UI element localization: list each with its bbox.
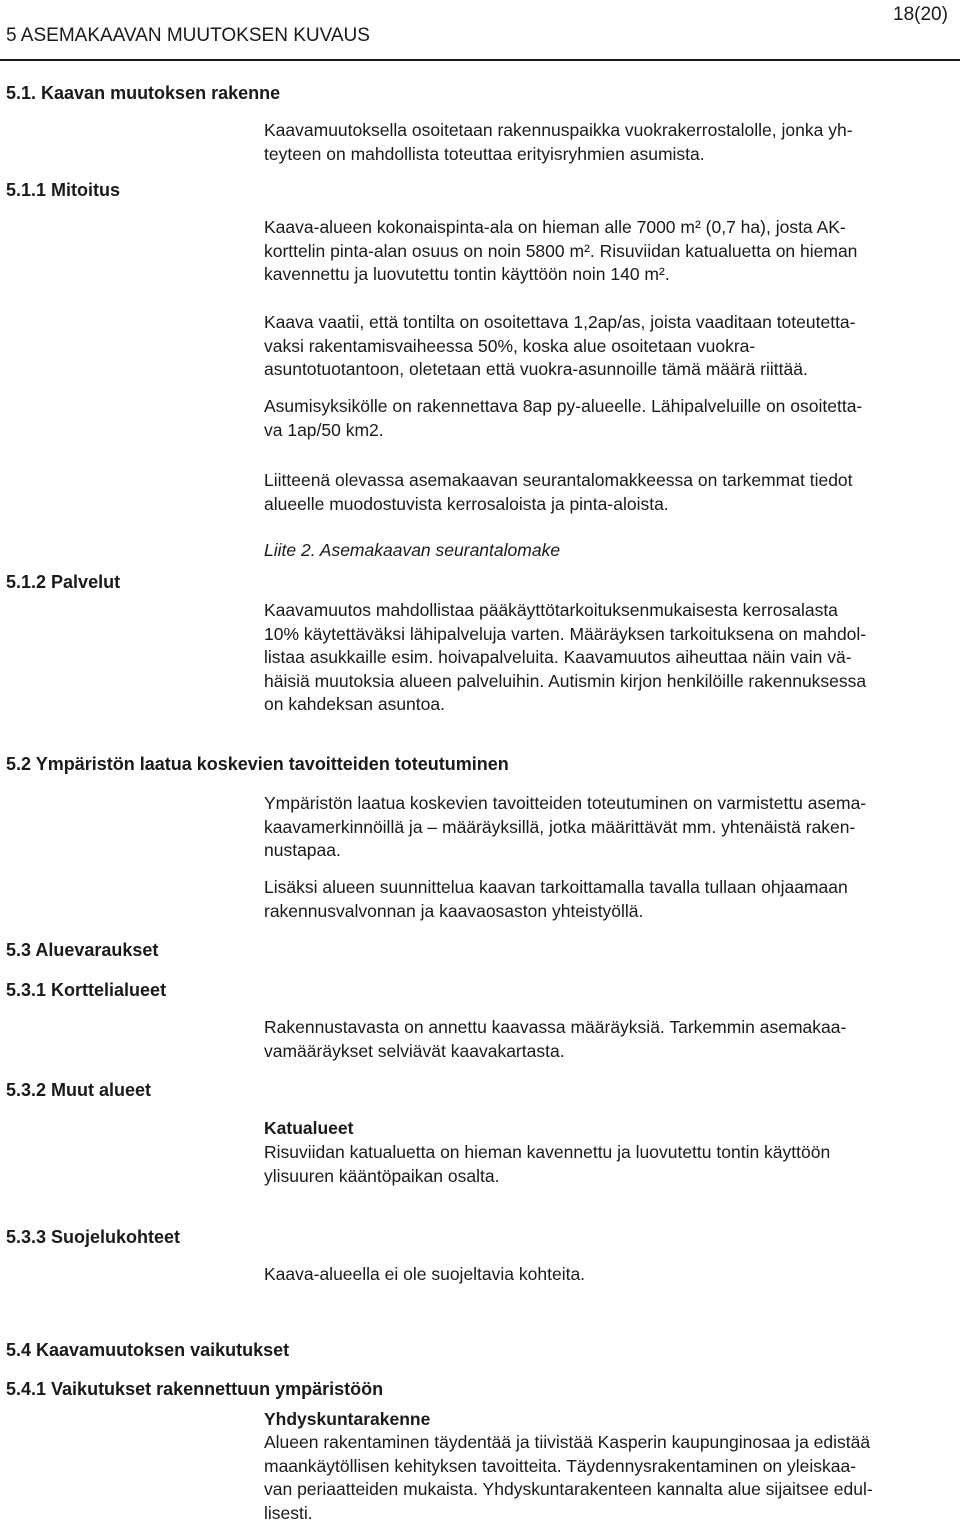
paragraph-yhdyskuntarakenne: Alueen rakentaminen täydentää ja tiivistää Kasperin kaupunginosaa ja edistää maankäytöllisen kehityksen tavoitteita. Täydennysrakentaminen on yleiskaa- van periaatteiden mukaista. Yhdyskuntarakenteen kannalta alue sijaitsee edul- lisesti. [264, 1432, 873, 1523]
paragraph-korttelialueet: Rakennustavasta on annettu kaavassa määräyksiä. Tarkemmin asemakaa- vamääräykset selviävät kaavakartasta. [264, 1017, 847, 1061]
paragraph-5-2-a: Ympäristön laatua koskevien tavoitteiden toteutuminen on varmistettu asema- kaavamerkinnöillä ja – määräyksillä, jotka määrittävät mm. yhtenäistä raken- nustapaa. [264, 793, 867, 861]
section-heading-5-3-1: 5.3.1 Korttelialueet [6, 980, 167, 1000]
section-heading-5-1-1: 5.1.1 Mitoitus [6, 180, 121, 200]
subheading-katualueet: Katualueet [264, 1118, 354, 1138]
section-heading-5-1-2: 5.1.2 Palvelut [6, 572, 121, 592]
section-heading-5-3-3: 5.3.3 Suojelukohteet [6, 1227, 181, 1247]
subheading-yhdyskuntarakenne: Yhdyskuntarakenne [264, 1409, 431, 1429]
section-heading-5-2: 5.2 Ympäristön laatua koskevien tavoitteiden toteutuminen [6, 754, 509, 774]
paragraph-5-2-b: Lisäksi alueen suunnittelua kaavan tarkoittamalla tavalla tullaan ohjaamaan rakennusvalvonnan ja kaavaosaston yhteistyöllä. [264, 877, 848, 921]
paragraph-katualueet: Risuviidan katualuetta on hieman kavennettu ja luovutettu tontin käyttöön ylisuuren kääntöpaikan osalta. [264, 1142, 831, 1186]
paragraph-palvelut: Kaavamuutos mahdollistaa pääkäyttötarkoituksenmukaisesta kerrosalasta 10% käytettäväksi lähipalveluja varten. Määräyksen tarkoituksena on mahdol- listaa asukkaille esim. hoivapalveluita. Kaavamuutos aiheuttaa näin vain vä- häisiä muutoksia alueen palveluihin. Autismin kirjon henkilöille rakennuksessa on kahdeksan asuntoa. [264, 600, 867, 715]
paragraph-5-1: Kaavamuutoksella osoitetaan rakennuspaikka vuokrakerrostalolle, jonka yh- teyteen on mahdollista toteuttaa erityisryhmien asumista. [264, 120, 853, 164]
chapter-title: 5 ASEMAKAAVAN MUUTOKSEN KUVAUS [6, 25, 370, 46]
section-heading-5-4: 5.4 Kaavamuutoksen vaikutukset [6, 1340, 290, 1360]
section-heading-5-3: 5.3 Aluevaraukset [6, 940, 159, 960]
section-heading-5-4-1: 5.4.1 Vaikutukset rakennettuun ympäristöön [6, 1379, 384, 1399]
section-heading-5-3-2: 5.3.2 Muut alueet [6, 1080, 152, 1100]
attachment-reference: Liite 2. Asemakaavan seurantalomake [264, 540, 561, 560]
paragraph-suojelukohteet: Kaava-alueella ei ole suojeltavia kohteita. [264, 1264, 586, 1284]
section-heading-5-1: 5.1. Kaavan muutoksen rakenne [6, 83, 281, 103]
paragraph-mitoitus-attachment: Liitteenä olevassa asemakaavan seurantalomakkeessa on tarkemmat tiedot alueelle muodostuvista kerrosaloista ja pinta-aloista. [264, 470, 853, 514]
page-number: 18(20) [893, 4, 948, 25]
header-rule [0, 59, 960, 61]
paragraph-mitoitus-area: Kaava-alueen kokonaispinta-ala on hieman alle 7000 m² (0,7 ha), josta AK- korttelin pinta-alan osuus on noin 5800 m². Risuviidan katualuetta on hieman kavennettu ja luovutettu tontin käyttöön noin 140 m². [264, 217, 858, 285]
paragraph-mitoitus-parking: Kaava vaatii, että tontilta on osoitettava 1,2ap/as, joista vaaditaan toteutetta- vaksi rakentamisvaiheessa 50%, koska alue osoitetaan vuokra- asuntotuotantoon, oletetaan että vuokra-asunnoille tämä määrä riittää. [264, 312, 856, 380]
paragraph-mitoitus-units: Asumisyksikölle on rakennettava 8ap py-alueelle. Lähipalveluille on osoitetta- va 1ap/50 km2. [264, 396, 863, 440]
